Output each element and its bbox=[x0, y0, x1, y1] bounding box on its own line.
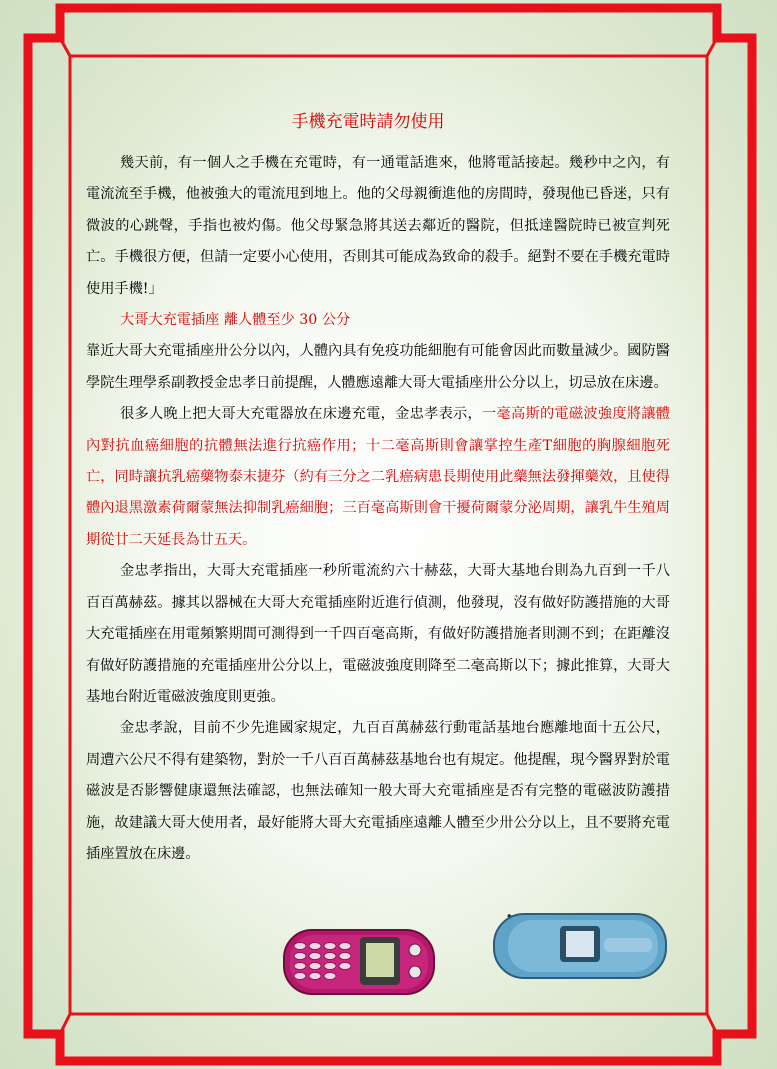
paragraph-3-highlight: 一毫高斯的電磁波強度將讓體內對抗血癌細胞的抗體無法進行抗癌作用；十二毫高斯則會讓掌控生產T細胞的胸腺細胞死亡，同時讓抗乳癌藥物泰末捷芬（約有三分之二乳癌病患長期使用此藥無法發揮藥效，且使得體內退黑激素荷爾蒙無法抑制乳癌細胞；三百毫高斯則會干擾荷爾蒙分泌周期，讓乳牛生殖周期從廿二天延長為廿五天。 bbox=[86, 406, 670, 548]
paragraph-5: 金忠孝說，目前不少先進國家規定，九百百萬赫茲行動電話基地台應離地面十五公尺，周遭六公尺不得有建築物，對於一千八百百萬赫茲基地台也有規定。他提醒，現今醫界對於電磁波是否影響健康還無法確認，也無法確知一般大哥大充電插座是否有完整的電磁波防護措施，故建議大哥大使用者，最好能將大哥大充電插座遠離人體至少卅公分以上，且不要將充電插座置放在床邊。 bbox=[86, 720, 670, 862]
section-subheading: 大哥大充電插座 離人體至少 30 公分 bbox=[120, 312, 351, 329]
magenta-phone-illustration bbox=[284, 930, 434, 994]
page-title: 手機充電時請勿使用 bbox=[291, 112, 445, 132]
paragraph-4: 金忠孝指出，大哥大充電插座一秒所電流約六十赫茲，大哥大基地台則為九百到一千八百百萬赫茲。據其以器械在大哥大充電插座附近進行偵測，他發現，沒有做好防護措施的大哥大充電插座在用電頻繁期間可測得到一千四百毫高斯，有做好防護措施者則測不到；在距離沒有做好防護措施的充電插座卅公分以上，電磁波強度則降至二毫高斯以下；據此推算，大哥大基地台附近電磁波強度則更強。 bbox=[86, 563, 670, 705]
paragraph-1: 幾天前，有一個人之手機在充電時，有一通電話進來，他將電話接起。幾秒中之內，有電流流至手機，他被強大的電流甩到地上。他的父母親衝進他的房間時，發現他已昏迷，只有微波的心跳聲，手指也被灼傷。他父母緊急將其送去鄰近的醫院，但抵達醫院時已被宣判死亡。手機很方便，但請一定要小心使用，否則其可能成為致命的殺手。絕對不要在手機充電時使用手機!」 bbox=[86, 155, 670, 297]
paragraph-2: 靠近大哥大充電插座卅公分以內，人體內具有免疫功能細胞有可能會因此而數量減少。國防醫學院生理學系副教授金忠孝日前提醒，人體應遠離大哥大電插座卅公分以上，切忌放在床邊。 bbox=[86, 343, 670, 391]
flip-phone-illustration bbox=[494, 914, 666, 978]
paragraph-3-lead: 很多人晚上把大哥大充電器放在床邊充電，金忠孝表示， bbox=[120, 406, 483, 423]
